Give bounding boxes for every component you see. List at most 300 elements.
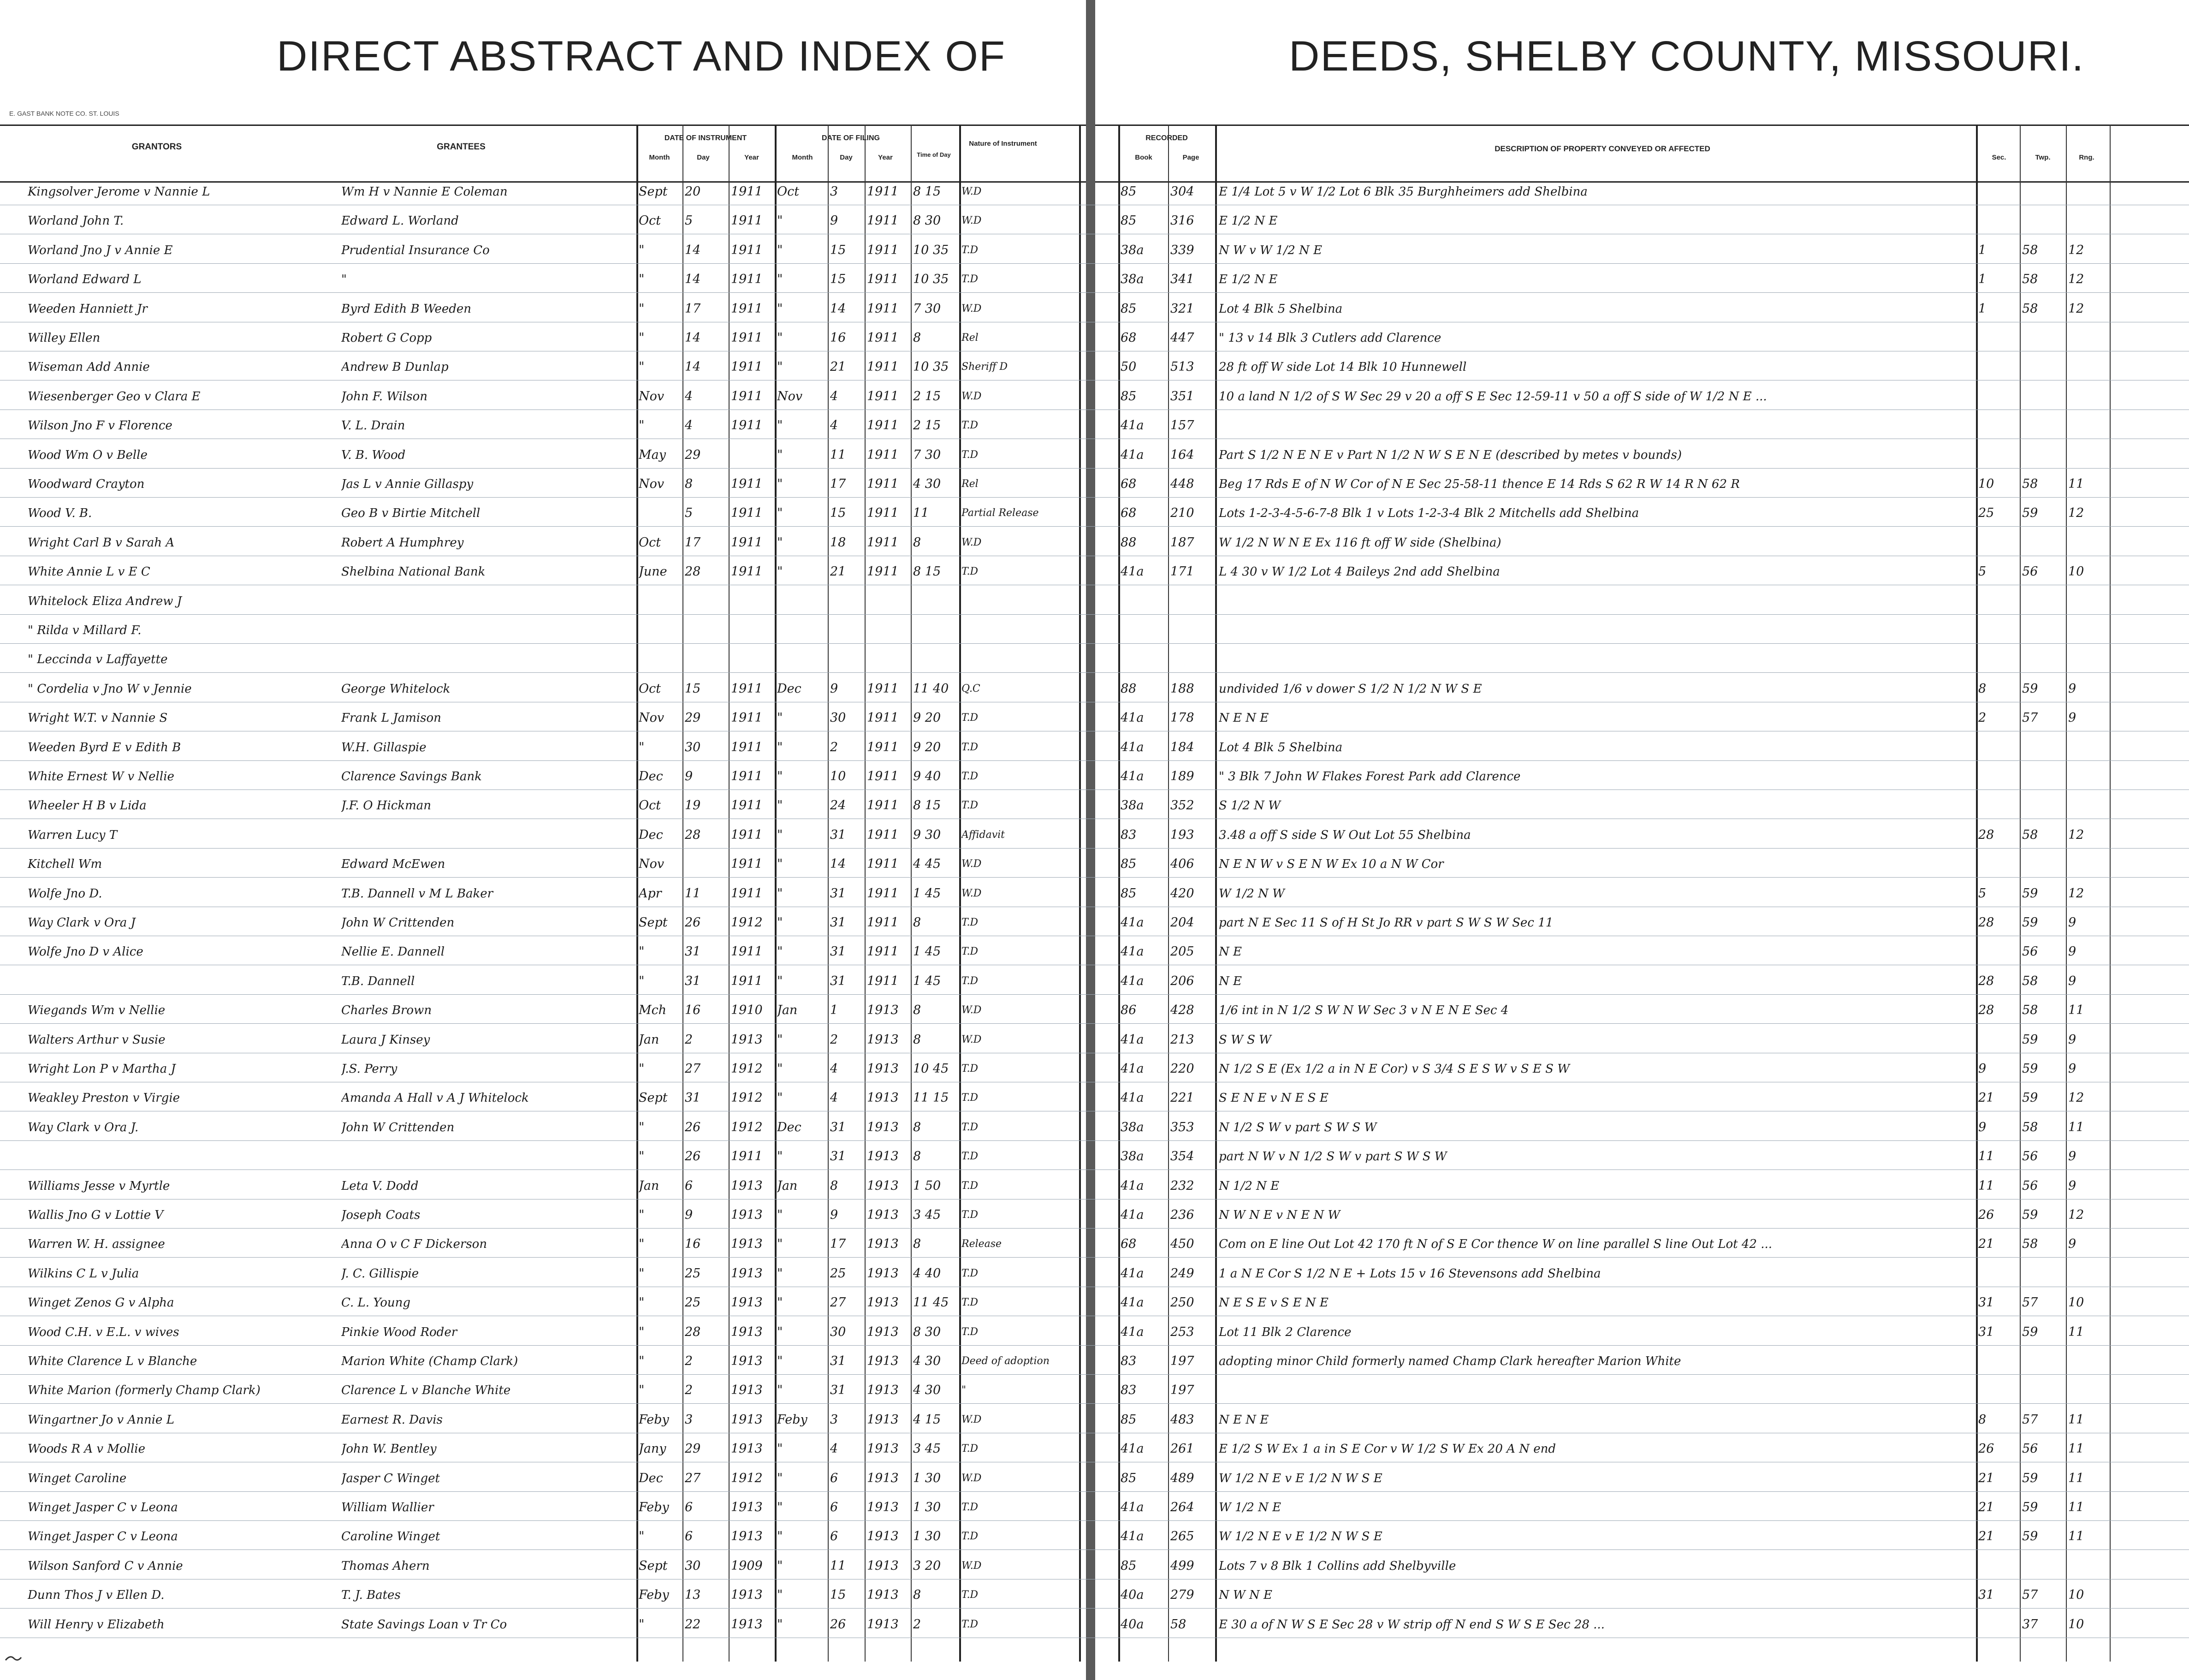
cell-t: 9 30	[913, 828, 941, 842]
cell-fy: 1913	[867, 1179, 899, 1193]
ruled-line	[0, 672, 2189, 673]
cell-fd: 31	[830, 1383, 846, 1397]
cell-fd: 15	[830, 272, 846, 286]
cell-n: W.D	[961, 1414, 982, 1425]
cell-n: Deed of adoption	[961, 1355, 1050, 1367]
cell-fm: "	[777, 1149, 783, 1164]
cell-id: 13	[685, 1588, 701, 1602]
cell-b: 83	[1121, 1354, 1137, 1368]
cell-im: "	[639, 1266, 645, 1281]
cell-fd: 4	[830, 1062, 838, 1076]
cell-s: 28	[1978, 1003, 1994, 1017]
cell-im: June	[639, 564, 667, 579]
cell-t: 1 30	[913, 1529, 941, 1543]
cell-b: 41a	[1121, 1091, 1144, 1105]
date-of-instrument-header: DATE OF INSTRUMENT	[664, 134, 747, 142]
cell-im: "	[639, 1237, 645, 1251]
cell-fy: 1911	[867, 682, 899, 696]
cell-id: 9	[685, 1208, 693, 1222]
rng-header: Rng.	[2079, 154, 2094, 161]
cell-fm: "	[777, 857, 783, 871]
cell-grantee: Shelbina National Bank	[341, 565, 486, 579]
cell-b: 85	[1121, 1413, 1137, 1427]
cell-tw: 56	[2022, 1179, 2038, 1193]
cell-fy: 1913	[867, 1120, 899, 1134]
right-page-title: DEEDS, SHELBY COUNTY, MISSOURI.	[1289, 33, 2085, 80]
cell-im: "	[639, 243, 645, 257]
cell-desc: " 13 v 14 Blk 3 Cutlers add Clarence	[1219, 331, 1442, 345]
cell-fd: 31	[830, 915, 846, 930]
cell-fd: 31	[830, 828, 846, 842]
cell-b: 85	[1121, 857, 1137, 871]
cell-desc: W 1/2 N E	[1219, 1501, 1281, 1514]
cell-t: 7 30	[913, 302, 941, 316]
cell-desc: S W S W	[1219, 1033, 1271, 1047]
cell-t: 9 20	[913, 711, 941, 725]
cell-im: "	[639, 1120, 645, 1134]
cell-iy: 1911	[731, 243, 763, 257]
nature-header: Nature of Instrument	[969, 140, 1037, 148]
cell-r: 11	[2068, 1413, 2084, 1427]
cell-desc: Lots 7 v 8 Blk 1 Collins add Shelbyville	[1219, 1559, 1456, 1573]
cell-fy: 1911	[867, 360, 899, 374]
cell-grantor: " Leccinda v Laffayette	[28, 653, 168, 666]
cell-fy: 1911	[867, 506, 899, 520]
description-header: DESCRIPTION OF PROPERTY CONVEYED OR AFFECTED	[1495, 144, 1710, 153]
cell-grantor: Warren Lucy T	[28, 828, 118, 842]
cell-im: Jan	[639, 1179, 659, 1193]
cell-b: 85	[1121, 184, 1137, 199]
cell-n: T.D	[961, 420, 979, 431]
cell-iy: 1911	[731, 740, 763, 754]
cell-t: 1 30	[913, 1500, 941, 1514]
cell-grantor: Walters Arthur v Susie	[28, 1033, 166, 1047]
cell-p: 447	[1170, 331, 1194, 345]
cell-fm: "	[777, 1325, 783, 1339]
cell-grantee: J.S. Perry	[341, 1062, 397, 1076]
ruled-line	[0, 1608, 2189, 1609]
cell-iy: 1911	[731, 389, 763, 404]
cell-t: 11 15	[913, 1091, 949, 1105]
table-row	[0, 1148, 2189, 1165]
cell-b: 41a	[1121, 1062, 1144, 1076]
cell-iy: 1911	[731, 184, 763, 199]
cell-desc: N W N E v N E N W	[1219, 1208, 1341, 1222]
cell-fy: 1913	[867, 1266, 899, 1281]
cell-s: 21	[1978, 1091, 1994, 1105]
cell-p: 264	[1170, 1500, 1194, 1514]
cell-grantee: Caroline Winget	[341, 1530, 440, 1543]
cell-desc: N W N E	[1219, 1588, 1272, 1602]
table-row	[0, 476, 2189, 493]
table-row	[0, 242, 2189, 259]
cell-fm: "	[777, 1208, 783, 1222]
cell-iy: 1913	[731, 1295, 763, 1310]
ruled-line	[0, 1345, 2189, 1346]
cell-n: T.D	[961, 566, 979, 577]
cell-tw: 57	[2022, 1295, 2038, 1310]
cell-id: 17	[685, 535, 701, 550]
cell-r: 9	[2068, 974, 2076, 988]
cell-p: 197	[1170, 1354, 1194, 1368]
cell-t: 8	[913, 1237, 921, 1251]
table-row	[0, 301, 2189, 317]
cell-fd: 17	[830, 477, 846, 491]
cell-s: 25	[1978, 506, 1994, 520]
cell-n: T.D	[961, 771, 979, 782]
cell-desc: N 1/2 S E (Ex 1/2 a in N E Cor) v S 3/4 S E S W v S E S W	[1219, 1062, 1570, 1076]
cell-im: "	[639, 740, 645, 754]
cell-id: 6	[685, 1500, 693, 1514]
table-row	[0, 1587, 2189, 1603]
cell-fy: 1913	[867, 1208, 899, 1222]
cell-b: 41a	[1121, 974, 1144, 988]
ruled-line	[0, 497, 2189, 498]
cell-im: Jany	[639, 1442, 666, 1456]
filing-year-header: Year	[878, 154, 893, 161]
cell-grantor: Weeden Byrd E v Edith B	[28, 741, 181, 754]
cell-n: "	[961, 1384, 967, 1396]
cell-fy: 1911	[867, 535, 899, 550]
table-row	[0, 856, 2189, 873]
cell-b: 88	[1121, 682, 1137, 696]
cell-fy: 1913	[867, 1471, 899, 1485]
cell-n: T.D	[961, 1531, 979, 1542]
cell-fy: 1911	[867, 331, 899, 345]
cell-grantor: Winget Caroline	[28, 1472, 127, 1485]
cell-im: Mch	[639, 1003, 667, 1017]
table-row	[0, 593, 2189, 610]
cell-fd: 2	[830, 1033, 838, 1047]
cell-im: Dec	[639, 828, 663, 842]
cell-fd: 26	[830, 1617, 846, 1632]
cell-im: Oct	[639, 798, 661, 813]
table-row	[0, 622, 2189, 639]
cell-tw: 58	[2022, 1237, 2038, 1251]
cell-tw: 59	[2022, 1208, 2038, 1222]
cell-id: 20	[685, 184, 701, 199]
cell-fd: 31	[830, 1120, 846, 1134]
cell-grantee: Byrd Edith B Weeden	[341, 302, 472, 316]
cell-r: 12	[2068, 272, 2084, 286]
cell-tw: 58	[2022, 1003, 2038, 1017]
cell-desc: W 1/2 N W	[1219, 887, 1285, 901]
cell-grantee: Pinkie Wood Roder	[341, 1325, 457, 1339]
cell-fy: 1911	[867, 974, 899, 988]
cell-im: Dec	[639, 1471, 663, 1485]
cell-fd: 27	[830, 1295, 846, 1310]
cell-n: Rel	[961, 332, 979, 344]
cell-iy: 1911	[731, 769, 763, 784]
cell-p: 197	[1170, 1383, 1194, 1397]
cell-fm: "	[777, 1266, 783, 1281]
cell-grantor: Weeden Hanniett Jr	[28, 302, 148, 316]
cell-desc: L 4 30 v W 1/2 Lot 4 Baileys 2nd add Shelbina	[1219, 565, 1500, 579]
ruled-line	[0, 292, 2189, 293]
cell-fd: 15	[830, 1588, 846, 1602]
cell-im: "	[639, 1383, 645, 1397]
cell-grantor: Will Henry v Elizabeth	[28, 1618, 165, 1632]
table-row	[0, 359, 2189, 375]
cell-t: 1 45	[913, 974, 941, 988]
cell-grantee: V. L. Drain	[341, 419, 405, 433]
cell-r: 12	[2068, 302, 2084, 316]
cell-t: 10 35	[913, 360, 949, 374]
cell-iy: 1911	[731, 564, 763, 579]
cell-p: 58	[1170, 1617, 1186, 1632]
cell-p: 279	[1170, 1588, 1194, 1602]
cell-p: 261	[1170, 1442, 1194, 1456]
cell-n: T.D	[961, 1619, 979, 1630]
cell-n: W.D	[961, 1472, 982, 1484]
cell-iy: 1913	[731, 1033, 763, 1047]
cell-t: 8 15	[913, 798, 941, 813]
cell-r: 9	[2068, 1033, 2076, 1047]
cell-p: 321	[1170, 302, 1194, 316]
cell-p: 164	[1170, 448, 1194, 462]
cell-grantor: " Cordelia v Jno W v Jennie	[28, 682, 192, 696]
table-row	[0, 797, 2189, 814]
cell-r: 12	[2068, 886, 2084, 901]
cell-fy: 1911	[867, 915, 899, 930]
cell-grantor: White Clarence L v Blanche	[28, 1354, 197, 1368]
table-row	[0, 1499, 2189, 1516]
cell-desc: N W v W 1/2 N E	[1219, 243, 1323, 257]
sec-header: Sec.	[1992, 154, 2006, 161]
table-row	[0, 914, 2189, 931]
cell-iy: 1912	[731, 1062, 763, 1076]
table-row	[0, 1558, 2189, 1574]
cell-n: T.D	[961, 1092, 979, 1104]
cell-fm: "	[777, 272, 783, 286]
cell-grantor: White Annie L v E C	[28, 565, 150, 579]
cell-r: 9	[2068, 1237, 2076, 1251]
cell-fd: 11	[830, 1559, 846, 1573]
table-row	[0, 1470, 2189, 1487]
cell-grantee: Clarence Savings Bank	[341, 770, 482, 784]
table-row	[0, 1382, 2189, 1399]
cell-im: "	[639, 1208, 645, 1222]
cell-im: Jan	[639, 1033, 659, 1047]
cell-s: 28	[1978, 974, 1994, 988]
recorded-header: RECORDED	[1145, 134, 1188, 142]
cell-fd: 24	[830, 798, 846, 813]
cell-t: 8 15	[913, 564, 941, 579]
cell-iy: 1913	[731, 1383, 763, 1397]
cell-grantor: Whitelock Eliza Andrew J	[28, 594, 182, 608]
cell-iy: 1911	[731, 331, 763, 345]
cell-id: 16	[685, 1003, 701, 1017]
table-row	[0, 271, 2189, 288]
cell-fm: "	[777, 331, 783, 345]
cell-fm: "	[777, 1033, 783, 1047]
table-row	[0, 184, 2189, 200]
cell-grantee: Nellie E. Dannell	[341, 945, 445, 959]
cell-fd: 15	[830, 243, 846, 257]
cell-t: 10 45	[913, 1062, 949, 1076]
cell-n: W.D	[961, 186, 982, 197]
cell-iy: 1911	[731, 477, 763, 491]
cell-tw: 56	[2022, 564, 2038, 579]
cell-tw: 58	[2022, 477, 2038, 491]
cell-b: 85	[1121, 1471, 1137, 1485]
cell-grantee: John F. Wilson	[341, 390, 427, 404]
cell-grantor: Woodward Crayton	[28, 477, 145, 491]
cell-fm: Jan	[777, 1003, 798, 1017]
cell-grantee: Wm H v Nannie E Coleman	[341, 185, 508, 199]
cell-iy: 1912	[731, 915, 763, 930]
cell-im: Oct	[639, 682, 661, 696]
cell-fy: 1911	[867, 564, 899, 579]
cell-fd: 14	[830, 302, 846, 316]
cell-desc: part N E Sec 11 S of H St Jo RR v part S W S W Sec 11	[1219, 916, 1554, 930]
cell-p: 352	[1170, 798, 1194, 813]
cell-r: 11	[2068, 1471, 2084, 1485]
cell-id: 5	[685, 214, 693, 228]
cell-fy: 1911	[867, 184, 899, 199]
table-row	[0, 944, 2189, 960]
cell-fm: "	[777, 1442, 783, 1456]
cell-iy: 1912	[731, 1120, 763, 1134]
cell-id: 11	[685, 886, 701, 901]
cell-b: 41a	[1121, 944, 1144, 959]
cell-id: 28	[685, 564, 701, 579]
cell-s: 11	[1978, 1149, 1994, 1164]
ruled-line	[0, 1169, 2189, 1170]
cell-id: 27	[685, 1471, 701, 1485]
cell-b: 41a	[1121, 1325, 1144, 1339]
cell-id: 4	[685, 418, 693, 433]
cell-fy: 1911	[867, 243, 899, 257]
cell-desc: 28 ft off W side Lot 14 Blk 10 Hunnewell	[1219, 360, 1467, 374]
table-row	[0, 1412, 2189, 1428]
cell-r: 11	[2068, 1120, 2084, 1134]
table-row	[0, 388, 2189, 405]
cell-p: 188	[1170, 682, 1194, 696]
cell-iy: 1911	[731, 535, 763, 550]
table-row	[0, 1441, 2189, 1457]
cell-n: T.D	[961, 1297, 979, 1308]
cell-p: 351	[1170, 389, 1194, 404]
cell-desc: E 1/4 Lot 5 v W 1/2 Lot 6 Blk 35 Burghheimers add Shelbina	[1219, 185, 1588, 199]
cell-tw: 59	[2022, 1062, 2038, 1076]
cell-grantor: Wright W.T. v Nannie S	[28, 711, 168, 725]
cell-n: W.D	[961, 391, 982, 402]
cell-r: 12	[2068, 828, 2084, 842]
cell-fy: 1911	[867, 448, 899, 462]
cell-n: W.D	[961, 1004, 982, 1016]
ruled-line	[0, 1023, 2189, 1024]
cell-tw: 56	[2022, 944, 2038, 959]
cell-t: 8	[913, 1033, 921, 1047]
cell-n: Q.C	[961, 683, 980, 695]
cell-desc: adopting minor Child formerly named Champ Clark hereafter Marion White	[1219, 1354, 1681, 1368]
cell-n: T.D	[961, 244, 979, 256]
page-header: Page	[1182, 154, 1199, 161]
cell-id: 3	[685, 1413, 693, 1427]
cell-im: Apr	[639, 886, 662, 901]
cell-p: 448	[1170, 477, 1194, 491]
filing-day-header: Day	[840, 154, 853, 161]
cell-grantor: Kingsolver Jerome v Nannie L	[28, 185, 210, 199]
cell-b: 38a	[1121, 243, 1144, 257]
cell-b: 41a	[1121, 448, 1144, 462]
cell-fm: "	[777, 915, 783, 930]
cell-b: 41a	[1121, 1208, 1144, 1222]
cell-s: 21	[1978, 1529, 1994, 1543]
cell-grantor: Worland Jno J v Annie E	[28, 243, 173, 257]
cell-iy: 1911	[731, 1149, 763, 1164]
cell-desc: E 1/2 S W Ex 1 a in S E Cor v W 1/2 S W Ex 20 A N end	[1219, 1442, 1556, 1456]
cell-n: W.D	[961, 858, 982, 870]
cell-n: W.D	[961, 303, 982, 315]
table-row	[0, 417, 2189, 434]
table-row	[0, 1090, 2189, 1106]
inst-day-header: Day	[697, 154, 710, 161]
cell-tw: 58	[2022, 243, 2038, 257]
cell-id: 9	[685, 769, 693, 784]
cell-fm: "	[777, 1588, 783, 1602]
cell-fd: 4	[830, 389, 838, 404]
cell-t: 11	[913, 506, 929, 520]
cell-fm: "	[777, 1354, 783, 1368]
cell-fm: Jan	[777, 1179, 798, 1193]
cell-fd: 8	[830, 1179, 838, 1193]
cell-grantee: Andrew B Dunlap	[341, 360, 449, 374]
cell-s: 31	[1978, 1588, 1994, 1602]
cell-b: 68	[1121, 1237, 1137, 1251]
cell-b: 41a	[1121, 915, 1144, 930]
cell-iy: 1912	[731, 1471, 763, 1485]
cell-im: "	[639, 1354, 645, 1368]
cell-fy: 1911	[867, 418, 899, 433]
cell-fd: 31	[830, 886, 846, 901]
cell-fm: "	[777, 506, 783, 520]
cell-grantee: John W. Bentley	[341, 1442, 437, 1456]
cell-iy: 1911	[731, 506, 763, 520]
cell-grantee: John W Crittenden	[341, 1121, 455, 1134]
cell-r: 11	[2068, 1003, 2084, 1017]
cell-id: 6	[685, 1179, 693, 1193]
cell-b: 41a	[1121, 1442, 1144, 1456]
cell-iy: 1911	[731, 360, 763, 374]
cell-fy: 1913	[867, 1413, 899, 1427]
cell-t: 8	[913, 915, 921, 930]
cell-s: 28	[1978, 915, 1994, 930]
cell-tw: 56	[2022, 1442, 2038, 1456]
cell-grantee: State Savings Loan v Tr Co	[341, 1618, 507, 1632]
cell-t: 4 30	[913, 1383, 941, 1397]
cell-im: Nov	[639, 477, 664, 491]
cell-b: 41a	[1121, 564, 1144, 579]
cell-b: 41a	[1121, 1295, 1144, 1310]
cell-fy: 1913	[867, 1442, 899, 1456]
cell-desc: N 1/2 S W v part S W S W	[1219, 1121, 1377, 1134]
cell-grantee: George Whitelock	[341, 682, 451, 696]
cell-fm: "	[777, 1091, 783, 1105]
cell-grantor: Way Clark v Ora J.	[28, 1121, 139, 1134]
cell-id: 15	[685, 682, 701, 696]
cell-grantee: Marion White (Champ Clark)	[341, 1354, 518, 1368]
cell-n: W.D	[961, 1034, 982, 1045]
cell-iy: 1913	[731, 1413, 763, 1427]
ruled-line	[0, 848, 2189, 849]
cell-s: 1	[1978, 243, 1987, 257]
cell-grantee: "	[341, 273, 347, 286]
cell-n: T.D	[961, 1326, 979, 1338]
cell-fy: 1913	[867, 1149, 899, 1164]
cell-fm: "	[777, 243, 783, 257]
